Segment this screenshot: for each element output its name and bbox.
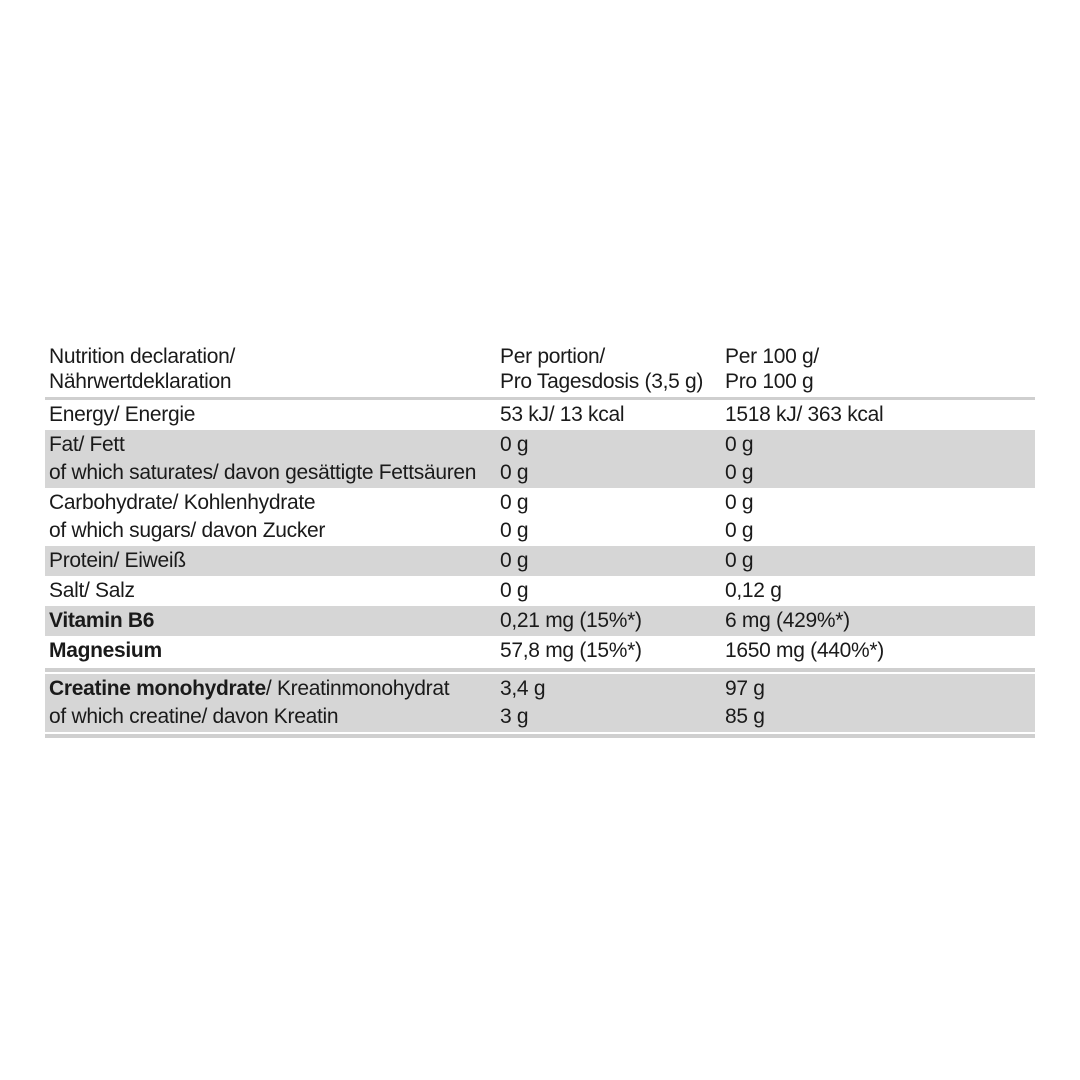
table-row-protein: [45, 546, 1035, 576]
creatine-label-bold: Creatine monohydrate: [49, 677, 266, 700]
table-header: [45, 344, 1035, 397]
fat-per100: 0 g: [725, 433, 754, 456]
header-portion-de: Pro Tagesdosis (3,5 g): [500, 370, 704, 393]
table-row-carbohydrate: [45, 488, 1035, 546]
creatine-of-which-label: of which creatine/ davon Kreatin: [49, 705, 339, 728]
header-per100-de: Pro 100 g: [725, 370, 814, 393]
header-portion: [499, 344, 724, 394]
energy-per100: 1518 kJ/ 363 kcal: [725, 403, 884, 426]
protein-per100: 0 g: [725, 549, 754, 572]
protein-label: Protein/ Eiweiß: [49, 549, 186, 572]
table-row-vitamin-b6: [45, 606, 1035, 636]
salt-per100: 0,12 g: [725, 579, 782, 602]
carbs-portion: 0 g: [500, 491, 529, 514]
fat-label: Fat/ Fett: [49, 433, 125, 456]
magnesium-label: Magnesium: [49, 639, 162, 662]
header-portion-en: Per portion/: [500, 345, 605, 368]
saturates-label: of which saturates/ davon gesättigte Fettsäuren: [49, 461, 477, 484]
table-row-fat: [45, 430, 1035, 488]
header-nutrient: [45, 344, 499, 394]
creatine-of-which-per100: 85 g: [725, 705, 765, 728]
table-row-magnesium: [45, 636, 1035, 666]
sugars-per100: 0 g: [725, 519, 754, 542]
protein-portion: 0 g: [500, 549, 529, 572]
salt-portion: 0 g: [500, 579, 529, 602]
table-row-salt: [45, 576, 1035, 606]
salt-label: Salt/ Salz: [49, 579, 135, 602]
sugars-portion: 0 g: [500, 519, 529, 542]
table-bottom-rule: [45, 734, 1035, 738]
header-per100: [724, 344, 1035, 394]
vitamin-b6-label: Vitamin B6: [49, 609, 155, 632]
creatine-per100: 97 g: [725, 677, 765, 700]
creatine-of-which-portion: 3 g: [500, 705, 529, 728]
creatine-label-rest: / Kreatinmonohydrat: [265, 677, 450, 700]
carbs-per100: 0 g: [725, 491, 754, 514]
carbs-label: Carbohydrate/ Kohlenhydrate: [49, 491, 316, 514]
nutrition-table: [45, 344, 1035, 738]
creatine-portion: 3,4 g: [500, 677, 546, 700]
saturates-portion: 0 g: [500, 461, 529, 484]
vitamin-b6-portion: 0,21 mg (15%*): [500, 609, 642, 632]
energy-label: Energy/ Energie: [49, 403, 196, 426]
header-nutrient-de: Nährwertdeklaration: [49, 370, 232, 393]
table-row-energy: [45, 400, 1035, 430]
sugars-label: of which sugars/ davon Zucker: [49, 519, 326, 542]
vitamin-b6-per100: 6 mg (429%*): [725, 609, 850, 632]
fat-portion: 0 g: [500, 433, 529, 456]
table-row-creatine: [45, 674, 1035, 732]
magnesium-portion: 57,8 mg (15%*): [500, 639, 642, 662]
header-per100-en: Per 100 g/: [725, 345, 819, 368]
header-nutrient-en: Nutrition declaration/: [49, 345, 235, 368]
creatine-label: [49, 675, 499, 703]
saturates-per100: 0 g: [725, 461, 754, 484]
magnesium-per100: 1650 mg (440%*): [725, 639, 884, 662]
energy-portion: 53 kJ/ 13 kcal: [500, 403, 625, 426]
